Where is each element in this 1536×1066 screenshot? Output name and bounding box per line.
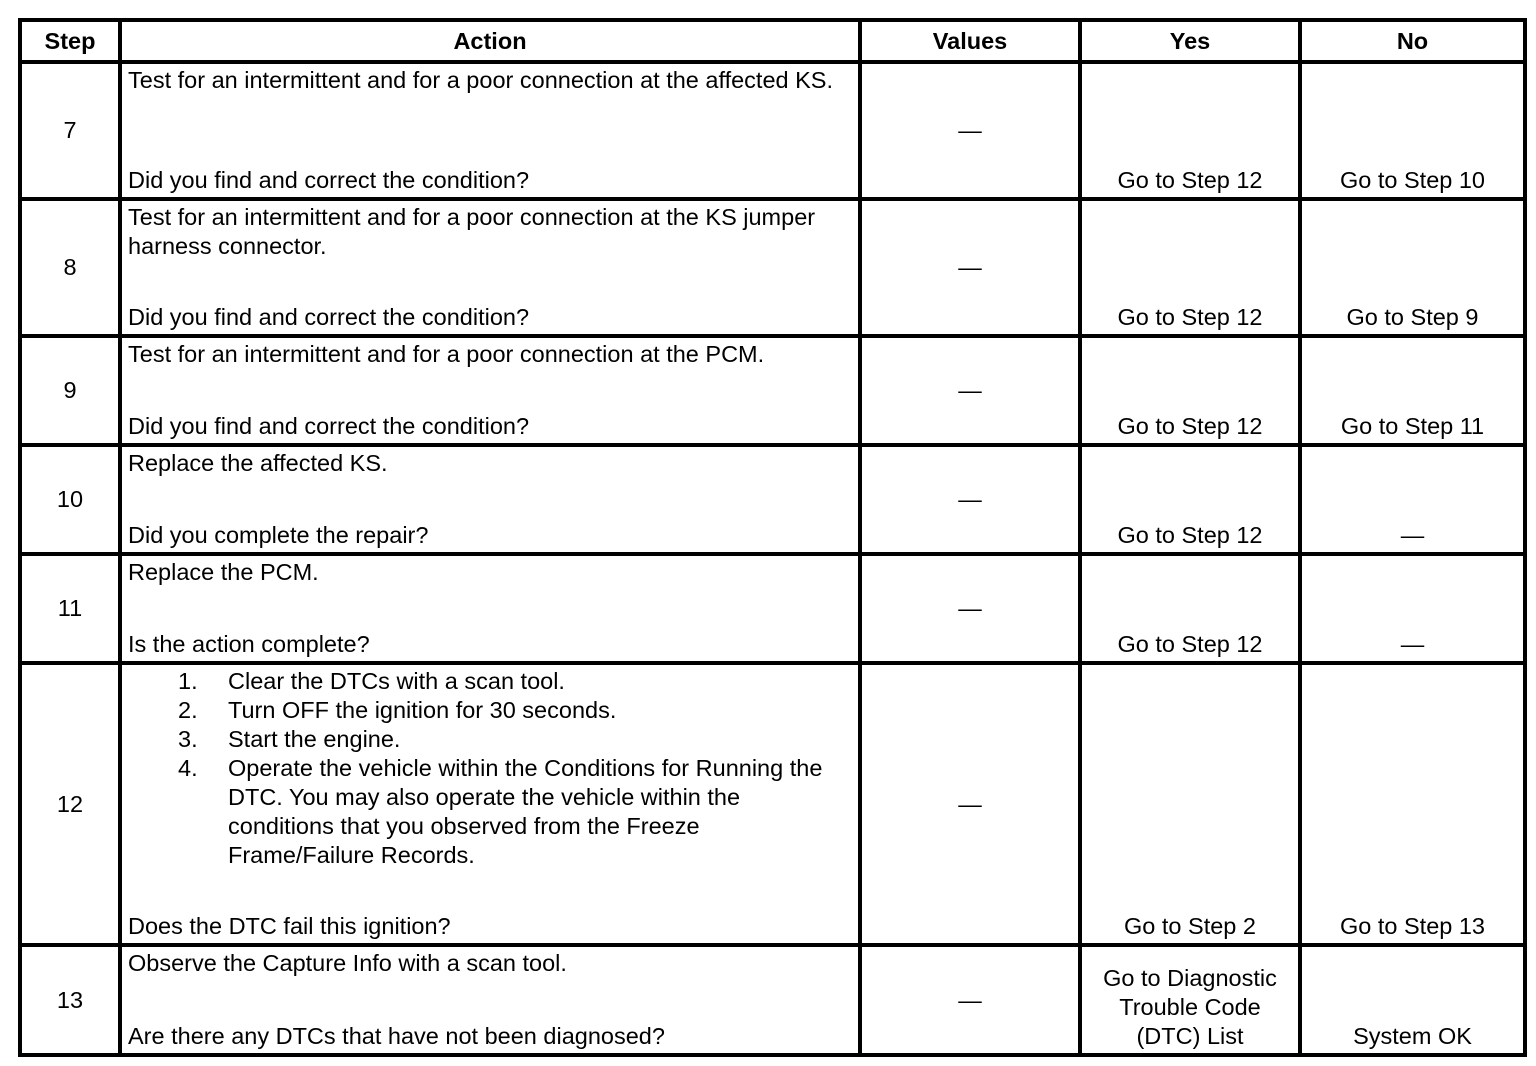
table-row bbox=[20, 336, 1525, 445]
dash: — bbox=[958, 377, 982, 403]
step-number: 11 bbox=[20, 554, 120, 663]
action-cell bbox=[120, 336, 860, 445]
yes-cell: Go to Diagnostic Trouble Code (DTC) List bbox=[1080, 945, 1300, 1055]
values-cell bbox=[860, 554, 1080, 663]
action-text: Replace the PCM. bbox=[128, 559, 319, 585]
dash: — bbox=[958, 486, 982, 512]
action-cell bbox=[120, 554, 860, 663]
action-cell bbox=[120, 945, 860, 1055]
dash: — bbox=[958, 117, 982, 143]
table-row bbox=[20, 945, 1525, 1055]
table-row bbox=[20, 445, 1525, 554]
no-cell: — bbox=[1300, 445, 1525, 554]
action-text: Observe the Capture Info with a scan tool. bbox=[128, 950, 567, 976]
step-number: 7 bbox=[20, 62, 120, 199]
values-cell bbox=[860, 199, 1080, 336]
action-question: Did you complete the repair? bbox=[128, 522, 429, 548]
action-text: Replace the affected KS. bbox=[128, 450, 388, 476]
header-no: No bbox=[1300, 20, 1525, 62]
action-cell bbox=[120, 663, 860, 945]
action-cell bbox=[120, 199, 860, 336]
table-row bbox=[20, 199, 1525, 336]
dash: — bbox=[958, 254, 982, 280]
dash: — bbox=[958, 595, 982, 621]
table-row bbox=[20, 663, 1525, 945]
action-question: Does the DTC fail this ignition? bbox=[128, 913, 451, 939]
step-number: 12 bbox=[20, 663, 120, 945]
action-text: Test for an intermittent and for a poor connection at the affected KS. bbox=[128, 67, 833, 93]
substep: 3. Start the engine. bbox=[178, 726, 401, 752]
values-cell bbox=[860, 336, 1080, 445]
substep: 2. Turn OFF the ignition for 30 seconds. bbox=[178, 697, 617, 723]
yes-cell: Go to Step 12 bbox=[1080, 199, 1300, 336]
action-cell bbox=[120, 445, 860, 554]
values-cell bbox=[860, 945, 1080, 1055]
header-step: Step bbox=[20, 20, 120, 62]
dash: — bbox=[958, 790, 982, 817]
header-action: Action bbox=[120, 20, 860, 62]
table-row bbox=[20, 62, 1525, 199]
action-text: Test for an intermittent and for a poor connection at the KS jumper harness connector. bbox=[128, 204, 816, 259]
table-row bbox=[20, 554, 1525, 663]
action-question: Did you find and correct the condition? bbox=[128, 167, 530, 193]
substep: 1. Clear the DTCs with a scan tool. bbox=[178, 668, 565, 694]
step-number: 9 bbox=[20, 336, 120, 445]
dash: — bbox=[958, 986, 982, 1013]
no-cell: — bbox=[1300, 554, 1525, 663]
substep: 4. Operate the vehicle within the Conditions for Running the DTC. You may also operate the vehicle within the conditions that you observed from the Freeze Frame/Failure Records. bbox=[178, 755, 823, 868]
action-question: Are there any DTCs that have not been diagnosed? bbox=[128, 1023, 665, 1049]
no-cell: Go to Step 13 bbox=[1300, 663, 1525, 945]
values-cell bbox=[860, 663, 1080, 945]
step-number: 10 bbox=[20, 445, 120, 554]
values-cell bbox=[860, 62, 1080, 199]
yes-cell: Go to Step 12 bbox=[1080, 336, 1300, 445]
no-cell: Go to Step 11 bbox=[1300, 336, 1525, 445]
action-question: Is the action complete? bbox=[128, 631, 370, 657]
header-values: Values bbox=[860, 20, 1080, 62]
yes-cell: Go to Step 12 bbox=[1080, 445, 1300, 554]
yes-cell: Go to Step 12 bbox=[1080, 62, 1300, 199]
step-number: 13 bbox=[20, 945, 120, 1055]
no-cell: Go to Step 10 bbox=[1300, 62, 1525, 199]
action-text: Test for an intermittent and for a poor connection at the PCM. bbox=[128, 341, 765, 367]
no-cell: System OK bbox=[1300, 945, 1525, 1055]
yes-cell: Go to Step 12 bbox=[1080, 554, 1300, 663]
header-yes: Yes bbox=[1080, 20, 1300, 62]
no-cell: Go to Step 9 bbox=[1300, 199, 1525, 336]
values-cell bbox=[860, 445, 1080, 554]
action-cell bbox=[120, 62, 860, 199]
yes-cell: Go to Step 2 bbox=[1080, 663, 1300, 945]
action-question: Did you find and correct the condition? bbox=[128, 304, 530, 330]
substep-list bbox=[128, 667, 852, 870]
diagnostic-table bbox=[18, 18, 1527, 1057]
step-number: 8 bbox=[20, 199, 120, 336]
action-question: Did you find and correct the condition? bbox=[128, 413, 530, 439]
header-row bbox=[20, 20, 1525, 62]
